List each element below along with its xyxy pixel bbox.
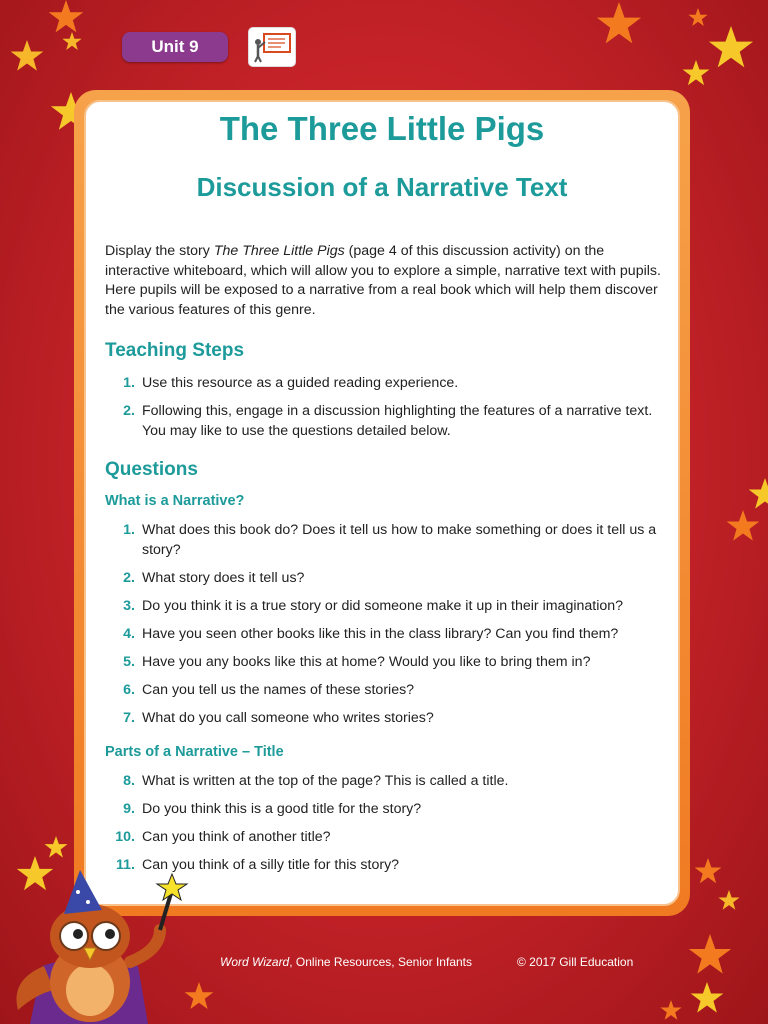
item-number: 5. [123,654,135,670]
star-icon [682,60,710,88]
item-text: What does this book do? Does it tell us how to make something or does it tell us a story? [142,522,657,558]
star-icon [688,934,732,978]
intro-book-title: The Three Little Pigs [213,243,345,259]
star-icon [690,982,724,1016]
item-text: Do you think this is a good title for the story? [142,801,422,817]
narrative-subheading: What is a Narrative? [105,493,245,509]
star-icon [688,8,708,28]
whiteboard-icon [248,27,296,67]
page-title: The Three Little Pigs [219,110,545,147]
star-icon [718,890,740,912]
title-part-subheading: Parts of a Narrative – Title [105,744,284,760]
star-icon [694,858,722,886]
item-number: 11. [116,857,135,873]
item-number: 2. [123,403,135,419]
item-number: 10. [115,829,135,845]
intro-paragraph [105,242,665,320]
item-text: What story does it tell us? [142,570,305,586]
star-icon [596,2,642,48]
intro-text-start: Display the story [105,243,214,259]
intro-text-end: (page 4 of this discussion activity) on the interactive whiteboard, which will allow you to explore a simple, narrative text with pupils. Here pupils will be exposed to a narrative from a real book which will help them discover the various features of this genre. [105,243,661,318]
star-icon [62,32,82,52]
item-number: 9. [123,801,135,817]
footer-series [220,955,472,969]
item-number: 8. [123,773,135,789]
item-text: Have you any books like this at home? Would you like to bring them in? [142,654,591,670]
item-text: What is written at the top of the page? This is called a title. [142,773,509,789]
item-number: 3. [123,598,135,614]
item-text: Have you seen other books like this in the class library? Can you find them? [142,626,619,642]
item-text: Can you tell us the names of these stories? [142,682,415,698]
footer-series-name: Word Wizard [220,955,290,969]
item-text: Following this, engage in a discussion highlighting the features of a narrative text. You may like to use the questions detailed below. [142,403,653,439]
item-text: Use this resource as a guided reading experience. [142,375,459,391]
item-text: Can you think of another title? [142,829,331,845]
item-number: 4. [123,626,135,642]
item-text: What do you call someone who writes stories? [142,710,434,726]
item-number: 2. [123,570,135,586]
teaching-steps-heading: Teaching Steps [105,340,245,361]
star-icon [708,26,754,72]
page-subtitle: Discussion of a Narrative Text [196,172,568,202]
footer-series-rest: , Online Resources, Senior Infants [289,955,472,969]
star-icon [748,478,768,512]
owl-wizard-icon [10,870,190,1024]
item-number: 1. [123,375,135,391]
item-text: Can you think of a silly title for this story? [142,857,400,873]
star-icon [48,0,84,36]
unit-badge: Unit 9 [122,32,228,62]
item-number: 6. [123,682,135,698]
item-number: 1. [123,522,135,538]
footer-copyright: © 2017 Gill Education [517,955,634,969]
star-icon [10,40,44,74]
star-icon [726,510,760,544]
item-number: 7. [123,710,135,726]
questions-heading: Questions [105,459,198,480]
item-text: Do you think it is a true story or did someone make it up in their imagination? [142,598,624,614]
star-icon [660,1000,682,1022]
